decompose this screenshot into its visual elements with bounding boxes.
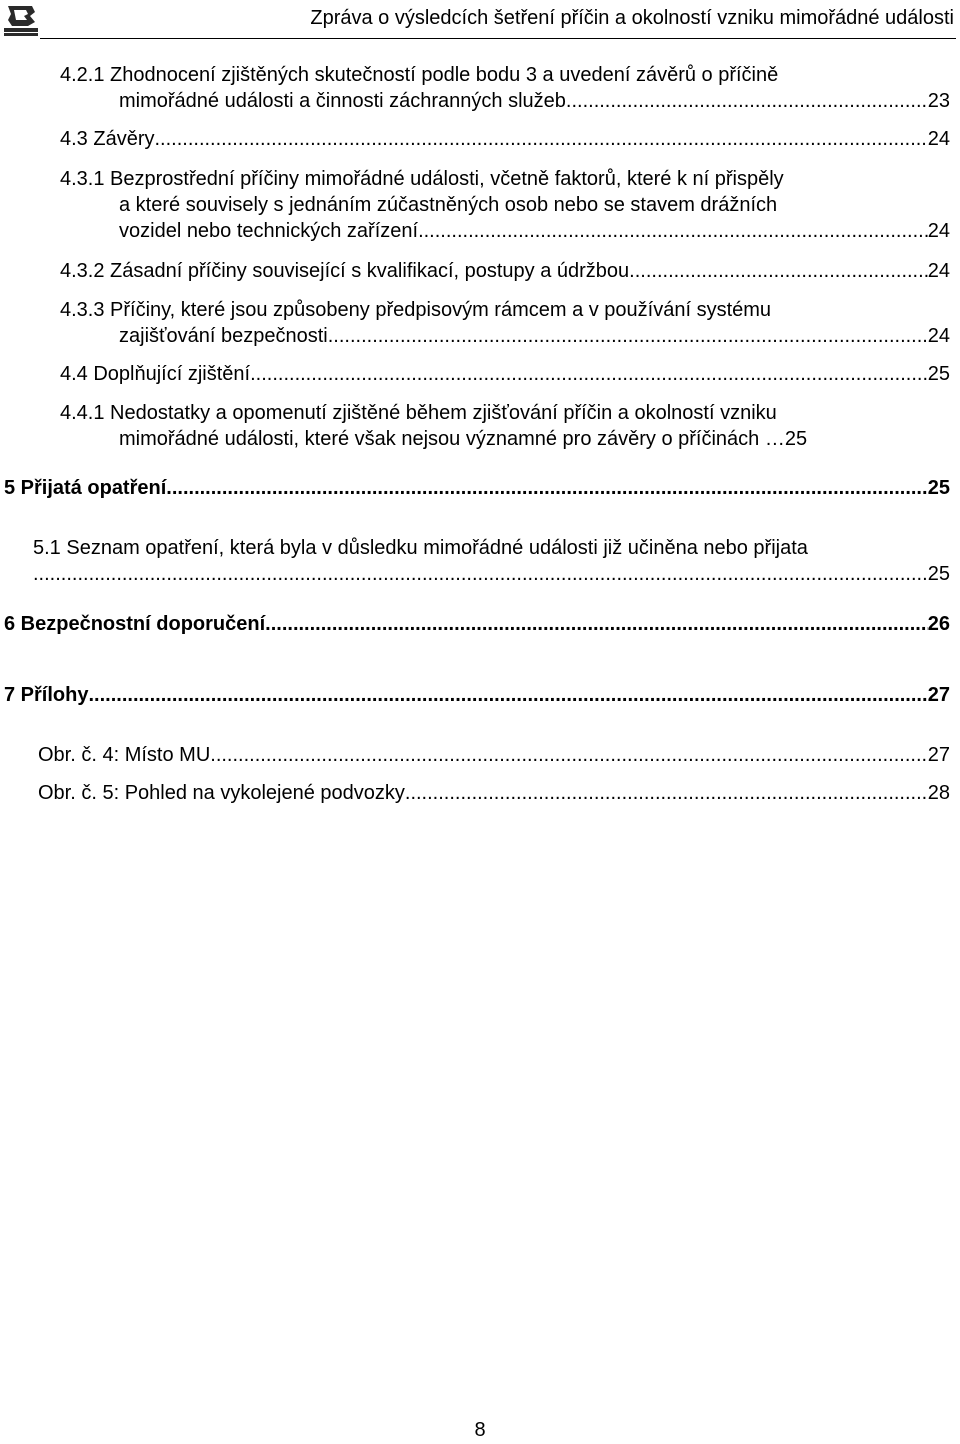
toc-entry-text-line: 4.4 Doplňující zjištění bbox=[60, 363, 251, 385]
toc-entry-text-line: 4.2.1 Zhodnocení zjištěných skutečností podle bodu 3 a uvedení závěrů o příčině bbox=[60, 64, 779, 86]
toc-entry-text-line: mimořádné události a činnosti záchranných služeb bbox=[119, 90, 566, 112]
toc-leader-dots bbox=[328, 323, 928, 349]
toc-leader-dots bbox=[629, 258, 928, 284]
toc-entry-text-line: Obr. č. 5: Pohled na vykolejené podvozky bbox=[38, 782, 405, 804]
toc-page-number: 23 bbox=[927, 90, 950, 112]
toc-page-number: 25 bbox=[927, 563, 950, 585]
toc-leader-dots bbox=[154, 126, 927, 152]
toc-entry-text-line: 4.3.1 Bezprostřední příčiny mimořádné události, včetně faktorů, které k ní přispěly bbox=[60, 168, 784, 190]
toc-leader-dots bbox=[566, 88, 928, 114]
toc-entry-text-line: 4.3.3 Příčiny, které jsou způsobeny předpisovým rámcem a v používání systému bbox=[60, 299, 772, 321]
toc-entry-text-line: 4.4.1 Nedostatky a opomenutí zjištěné během zjišťování příčin a okolností vzniku bbox=[60, 402, 777, 424]
toc-entry-text-line: 7 Přílohy bbox=[4, 684, 89, 706]
toc-entry-figure-4[interactable] bbox=[38, 742, 950, 768]
toc-entry-text-line: 6 Bezpečnostní doporučení bbox=[4, 613, 266, 635]
toc-leader-dots bbox=[166, 475, 927, 501]
toc-entry-text-line: a které souvisely s jednáním zúčastněných osob nebo se stavem drážních bbox=[119, 194, 778, 216]
toc-entry-text-line: 5 Přijatá opatření bbox=[4, 477, 167, 499]
toc-entry-4-2-1[interactable] bbox=[60, 62, 950, 114]
toc-entry-5-1[interactable] bbox=[33, 535, 950, 587]
toc-entry-4-4[interactable] bbox=[60, 361, 950, 387]
toc-leader-dots bbox=[210, 742, 927, 768]
toc-page-number: 25 bbox=[927, 363, 950, 385]
toc-page-number: 24 bbox=[927, 325, 950, 347]
toc-entry-4-3-2[interactable] bbox=[60, 258, 950, 284]
toc-leader-dots bbox=[265, 611, 928, 637]
toc-page-number: 27 bbox=[927, 684, 950, 706]
toc-leader-dots bbox=[88, 682, 927, 708]
toc-entry-text-line: 4.3.2 Zásadní příčiny související s kvalifikací, postupy a údržbou bbox=[60, 260, 630, 282]
toc-leader-dots bbox=[405, 780, 928, 806]
page-header bbox=[0, 0, 960, 42]
toc-leader-dots bbox=[33, 561, 928, 587]
toc-page-number: 25 bbox=[927, 477, 950, 499]
toc-entry-text-line: Obr. č. 4: Místo MU bbox=[38, 744, 211, 766]
toc-entry-5[interactable] bbox=[4, 475, 950, 501]
toc-entry-figure-5[interactable] bbox=[38, 780, 950, 806]
toc-page-number: 24 bbox=[927, 220, 950, 242]
toc-page-number: 27 bbox=[927, 744, 950, 766]
toc-entry-text-line: 5.1 Seznam opatření, která byla v důsledku mimořádné události již učiněna nebo přijata bbox=[33, 537, 808, 559]
header-divider bbox=[40, 38, 956, 39]
drazni-inspekce-logo bbox=[2, 2, 40, 38]
toc-entry-text-line: vozidel nebo technických zařízení bbox=[119, 220, 419, 242]
toc-entry-4-3[interactable] bbox=[60, 126, 950, 152]
toc-leader-dots bbox=[418, 218, 928, 244]
toc-entry-4-3-3[interactable] bbox=[60, 297, 950, 349]
toc-entry-6[interactable] bbox=[4, 611, 950, 637]
toc-page-number: 25 bbox=[784, 428, 808, 450]
toc-page-number: 28 bbox=[927, 782, 950, 804]
toc-page-number: 24 bbox=[927, 260, 950, 282]
toc-leader-dots bbox=[250, 361, 928, 387]
toc-page-number: 26 bbox=[927, 613, 950, 635]
page-number: 8 bbox=[474, 1419, 486, 1441]
toc-entry-text-line: mimořádné události, které však nejsou významné pro závěry o příčinách … bbox=[119, 428, 785, 450]
toc-entry-7[interactable] bbox=[4, 682, 950, 708]
toc-entry-text-line: zajišťování bezpečnosti bbox=[119, 325, 328, 347]
toc-entry-4-4-1[interactable] bbox=[60, 400, 950, 452]
header-title: Zpráva o výsledcích šetření příčin a okolností vzniku mimořádné události bbox=[310, 7, 954, 29]
toc-entry-text-line: 4.3 Závěry bbox=[60, 128, 155, 150]
toc-page-number: 24 bbox=[927, 128, 950, 150]
toc-entry-4-3-1[interactable] bbox=[60, 166, 950, 244]
